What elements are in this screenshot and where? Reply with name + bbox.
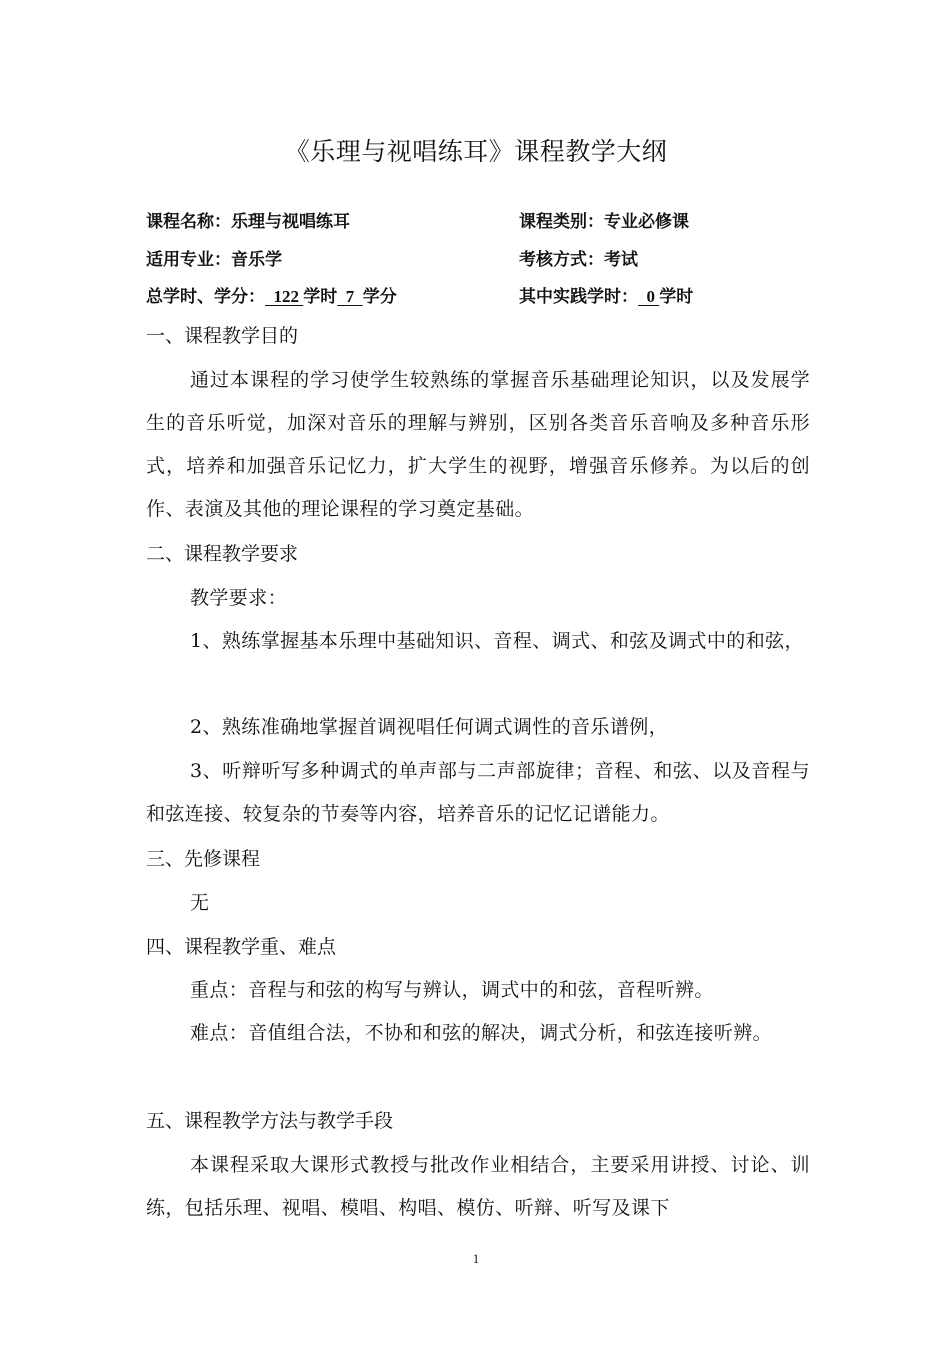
section-heading-objectives: 一、课程教学目的: [146, 325, 299, 347]
section-heading-requirements: 二、课程教学要求: [146, 543, 299, 565]
prerequisites-paragraph: 无: [190, 892, 210, 914]
requirement-item-3: 3、听辩听写多种调式的单声部与二声部旋律；音程、和弦、以及音程与和弦连接、较复杂的节奏等内容，培养音乐的记忆记谱能力。: [146, 760, 810, 825]
practice-hours-field: [519, 280, 693, 314]
course-type-label: 课程类别：: [519, 212, 604, 232]
section-heading-methods: 五、课程教学方法与教学手段: [146, 1110, 394, 1132]
requirements-intro: 教学要求：: [190, 587, 288, 609]
credits-value: 7: [345, 287, 355, 306]
requirement-item-1: 1、熟练掌握基本乐理中基础知识、音程、调式、和弦及调式中的和弦，: [190, 630, 804, 652]
practice-hours-unit: 学时: [659, 287, 694, 307]
meta-row-course: [146, 205, 826, 239]
course-name-field: [146, 205, 350, 239]
methods-paragraph: 本课程采取大课形式教授与批改作业相结合，主要采用讲授、讨论、训练，包括乐理、视唱、模唱、构唱、模仿、听辩、听写及课下: [146, 1154, 810, 1219]
meta-row-hours: [146, 280, 826, 314]
section-heading-prerequisites: 三、先修课程: [146, 848, 261, 870]
objectives-paragraph: 通过本课程的学习使学生较熟练的掌握音乐基础理论知识，以及发展学生的音乐听觉，加深对音乐的理解与辨别，区别各类音乐音响及多种音乐形式，培养和加强音乐记忆力，扩大学生的视野，增强音乐修养。为以后的创作、表演及其他的理论课程的学习奠定基础。: [146, 369, 810, 520]
requirement-item-2: 2、熟练准确地掌握首调视唱任何调式调性的音乐谱例，: [190, 716, 669, 738]
page-number: 1: [472, 1251, 480, 1266]
assessment-field: [519, 243, 638, 277]
major-value: 音乐学: [231, 250, 282, 270]
practice-hours-label: 其中实践学时：: [519, 287, 638, 307]
document-title: 《乐理与视唱练耳》课程教学大纲: [284, 137, 668, 166]
hours-value: 122: [273, 287, 299, 306]
course-type-value: 专业必修课: [604, 212, 689, 232]
hours-unit: 学时: [303, 287, 338, 307]
assessment-label: 考核方式：: [519, 250, 604, 270]
course-type-field: [519, 205, 689, 239]
credits-unit: 学分: [362, 287, 397, 307]
key-points-paragraph: 重点：音程与和弦的构写与辨认，调式中的和弦，音程听辨。: [190, 979, 714, 1001]
course-name-label: 课程名称：: [146, 212, 231, 232]
major-label: 适用专业：: [146, 250, 231, 270]
section-heading-key-points: 四、课程教学重、难点: [146, 936, 337, 958]
practice-hours-value: 0: [646, 287, 655, 306]
major-field: [146, 243, 282, 277]
hours-credits-label: 总学时、学分：: [146, 287, 265, 307]
assessment-value: 考试: [604, 250, 638, 270]
meta-row-major: [146, 243, 826, 277]
difficult-points-paragraph: 难点：音值组合法，不协和和弦的解决，调式分析，和弦连接听辨。: [190, 1022, 773, 1044]
course-name-value: 乐理与视唱练耳: [231, 212, 350, 232]
hours-credits-field: [146, 280, 397, 314]
